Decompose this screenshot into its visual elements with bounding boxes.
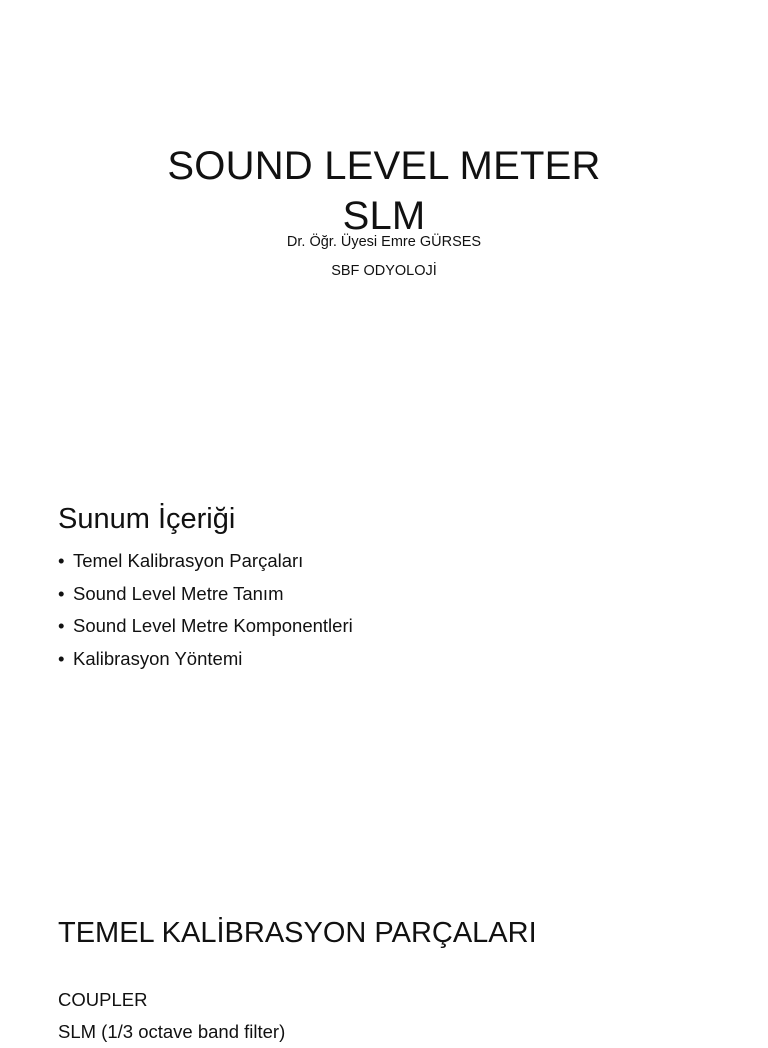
contents-heading: Sunum İçeriği xyxy=(58,503,236,536)
contents-slide xyxy=(0,432,768,864)
title-line: SOUND LEVEL METER xyxy=(167,143,601,188)
list-item-text: Sound Level Metre Tanım xyxy=(73,582,284,604)
title-line: SLM xyxy=(342,193,426,238)
list-item-text: Temel Kalibrasyon Parçaları xyxy=(73,550,304,571)
list-item xyxy=(58,643,353,676)
body-line: COUPLER xyxy=(58,989,148,1010)
presentation-title xyxy=(0,141,768,241)
bullet-icon: • xyxy=(58,582,65,604)
department-name: SBF ODYOLOJİ xyxy=(331,263,437,279)
list-item xyxy=(58,545,353,578)
calibration-parts-slide xyxy=(0,864,768,1042)
presentation-subtitle xyxy=(0,228,768,286)
body-line: SLM (1/3 octave band filter) xyxy=(58,1021,286,1042)
list-item xyxy=(58,610,353,643)
author-name: Dr. Öğr. Üyesi Emre GÜRSES xyxy=(286,234,482,250)
contents-list xyxy=(58,545,353,675)
list-item-text: Sound Level Metre Komponentleri xyxy=(73,615,353,636)
bullet-icon: • xyxy=(58,647,65,669)
calibration-parts-body xyxy=(58,984,285,1048)
calibration-parts-heading: TEMEL KALİBRASYON PARÇALARI xyxy=(58,917,537,950)
bullet-icon: • xyxy=(58,615,65,636)
list-item xyxy=(58,578,353,611)
title-slide xyxy=(0,0,768,432)
list-item-text: Kalibrasyon Yöntemi xyxy=(73,647,243,669)
bullet-icon: • xyxy=(58,550,65,571)
